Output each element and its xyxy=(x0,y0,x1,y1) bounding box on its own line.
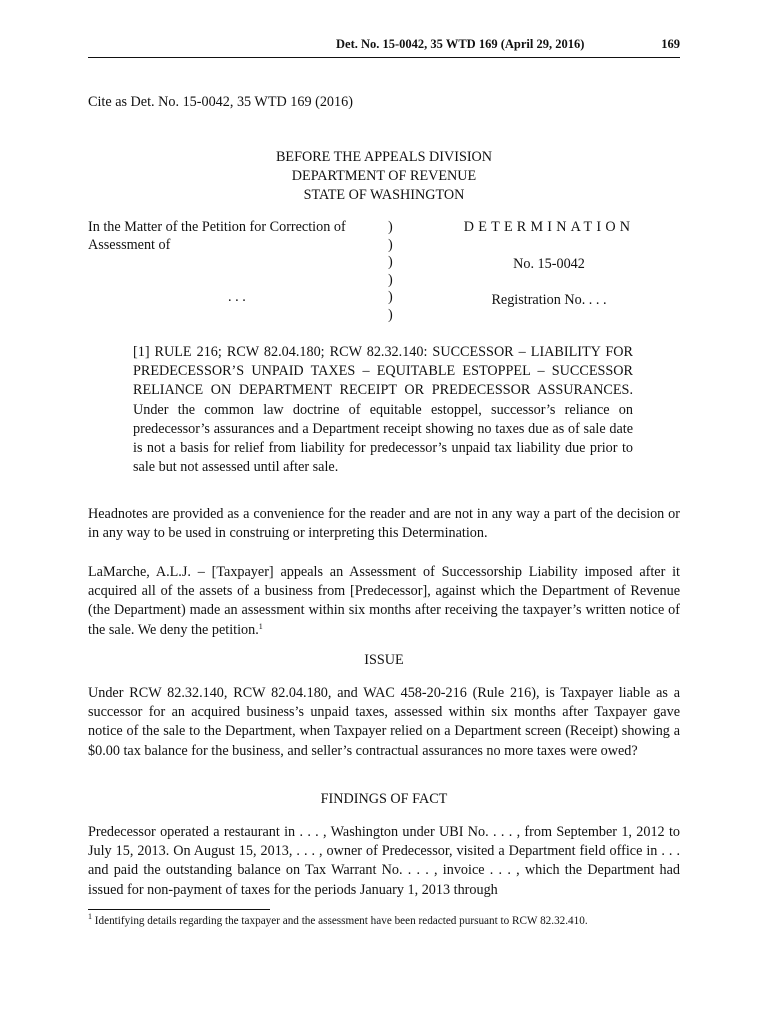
footnote-reference[interactable]: 1 xyxy=(258,621,263,631)
paren: ) xyxy=(388,306,393,323)
matter-line-1: In the Matter of the Petition for Correction of xyxy=(88,219,346,235)
paren: ) xyxy=(388,236,393,253)
matter-line-2: Assessment of xyxy=(88,236,171,253)
court-line-3: STATE OF WASHINGTON xyxy=(303,187,465,203)
caption-matter xyxy=(88,219,388,254)
running-header xyxy=(88,37,680,58)
caption-determination xyxy=(418,219,680,310)
findings-paragraph: Predecessor operated a restaurant in . . . , Washington under UBI No. . . . , from September 1, 2012 to July 15, 2013. On August 15, 2013, . . . , owner of Predecessor, visited a Department field office in . . . and paid the outstanding balance on Tax Warrant No. . . . , invoice . . . , which the Department had issued for non-payment of taxes for the periods January 1, 2013 through xyxy=(88,824,680,898)
findings-heading: FINDINGS OF FACT xyxy=(320,791,448,807)
headnote: [1] RULE 216; RCW 82.04.180; RCW 82.32.140: SUCCESSOR – LIABILITY FOR PREDECESSOR’S UNPAID TAXES – EQUITABLE ESTOPPEL – SUCCESSOR RELIANCE ON DEPARTMENT RECEIPT OR PREDECESSOR ASSURANCES. Under the common law doctrine of equitable estoppel, successor’s reliance on predecessor’s assurances and a Department receipt showing no taxes due as of sale date is not a basis for relief from liability for predecessor’s unpaid tax liability due prior to sale but not assessed until after sale. xyxy=(133,344,633,476)
paren: ) xyxy=(388,254,393,270)
cite-as-line: Cite as Det. No. 15-0042, 35 WTD 169 (2016) xyxy=(88,94,353,110)
court-line-1: BEFORE THE APPEALS DIVISION xyxy=(275,149,493,165)
issue-heading: ISSUE xyxy=(364,652,404,668)
footnote xyxy=(88,912,680,927)
determination-number: No. 15-0042 xyxy=(513,255,585,272)
court-heading xyxy=(88,148,680,205)
caption-parentheses xyxy=(388,219,400,324)
footnote-text: Identifying details regarding the taxpayer and the assessment have been redacted pursuant to RCW 82.32.410. xyxy=(92,915,588,927)
footnote-divider xyxy=(88,909,270,910)
determination-title: DETERMINATION xyxy=(463,219,635,235)
intro-paragraph xyxy=(88,563,680,640)
headnote-disclaimer: Headnotes are provided as a convenience for the reader and are not in any way a part of the decision or in any way to be used in construing or interpreting this Determination. xyxy=(88,506,680,542)
paren: ) xyxy=(388,271,393,288)
footnote-marker: 1 xyxy=(88,912,92,921)
caption-party: . . . xyxy=(228,289,246,305)
paren: ) xyxy=(388,289,393,305)
registration-number: Registration No. . . . xyxy=(491,292,607,308)
header-citation: Det. No. 15-0042, 35 WTD 169 (April 29, 2016) xyxy=(336,37,585,51)
issue-paragraph: Under RCW 82.32.140, RCW 82.04.180, and WAC 458-20-216 (Rule 216), is Taxpayer liable as a successor for an acquired business’s unpaid taxes, assessed within six months after Taxpayer gave notice of the sale to the Department, when Taxpayer relied on a Department screen (Receipt) showing a $0.00 tax balance for the business, and seller’s contractual assurances no more taxes were owed? xyxy=(88,685,680,759)
intro-text: LaMarche, A.L.J. – [Taxpayer] appeals an Assessment of Successorship Liability imposed after it acquired all of the assets of a business from [Predecessor], against which the Department of Revenue (the Department) made an assessment within six months after receiving the taxpayer’s written notice of the sale. We deny the petition. xyxy=(88,564,680,638)
paren: ) xyxy=(388,219,393,235)
page-number: 169 xyxy=(661,37,680,51)
court-line-2: DEPARTMENT OF REVENUE xyxy=(291,168,477,184)
